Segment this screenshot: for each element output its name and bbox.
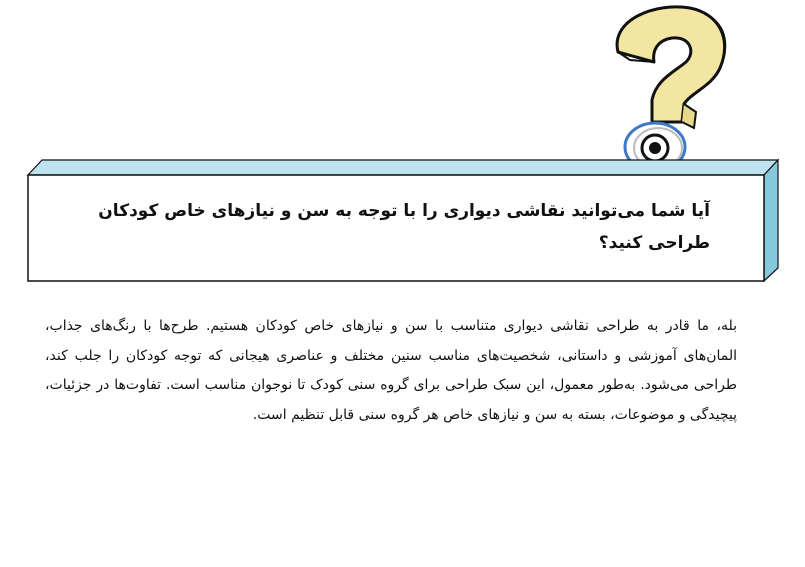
question-text: آیا شما می‌توانید نقاشی دیواری را با توجه به سن و نیازهای خاص کودکان طراحی کنید؟ xyxy=(98,201,710,253)
question-mark-icon xyxy=(600,0,740,170)
question-box xyxy=(0,155,790,287)
answer-paragraph: بله، ما قادر به طراحی نقاشی دیواری متناسب با سن و نیازهای خاص کودکان هستیم. طرح‌ها با رنگ‌های جذاب، المان‌های آموزشی و داستانی، شخصیت‌های مناسب سنین مختلف و عناصری هیجانی که توجه کودکان را جلب کند، طراحی می‌شود. به‌طور معمول، این سبک طراحی برای گروه سنی کودک تا نوجوان مناسب است. تفاوت‌ها در جزئیات، پیچیدگی و موضوعات، بسته به سن و نیازهای خاص هر گروه سنی قابل تنظیم است. xyxy=(45,318,737,423)
